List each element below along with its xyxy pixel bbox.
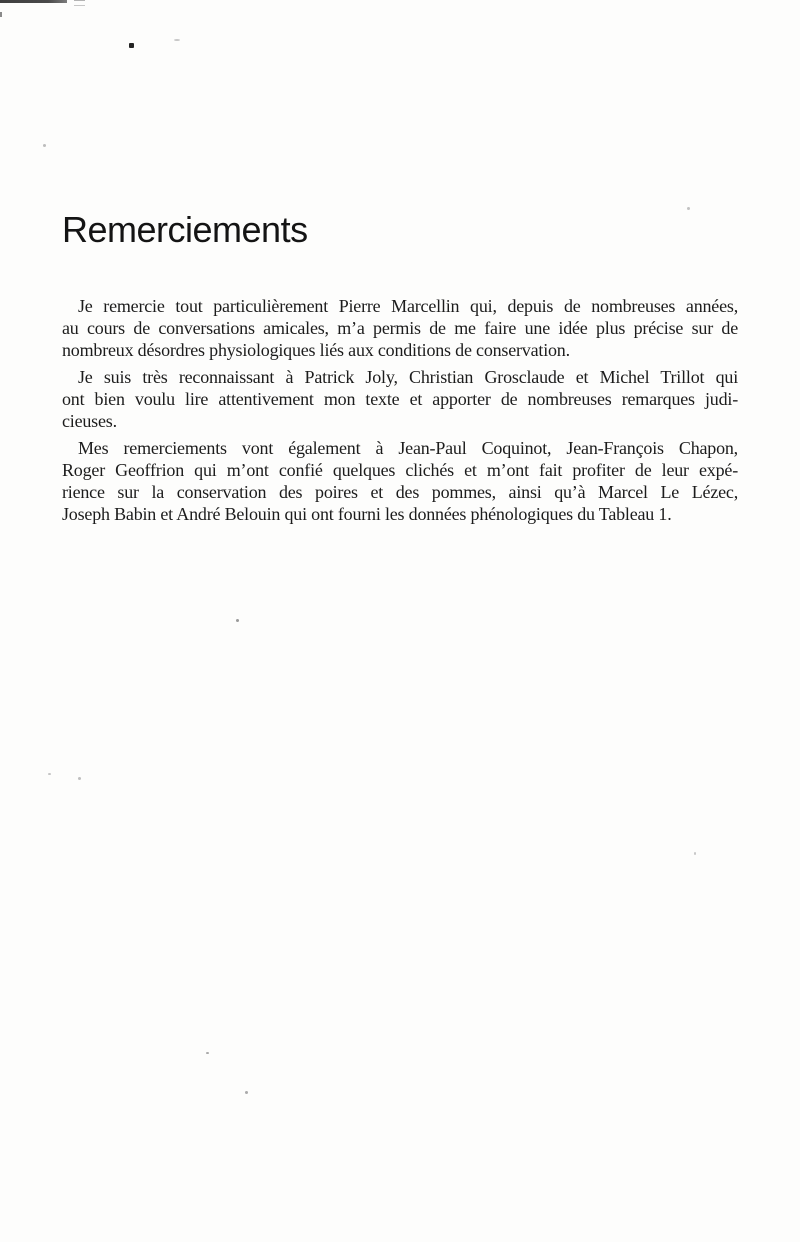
text-line: Roger Geoffrion qui m’ont confié quelques clichés et m’ont fait profiter de leur expé-: [62, 460, 738, 480]
text-line: cieuses.: [62, 411, 117, 431]
scan-speck: [174, 39, 180, 41]
scan-speck: [694, 852, 696, 855]
text-line: ont bien voulu lire attentivement mon texte et apporter de nombreuses remarques judi-: [62, 389, 738, 409]
scan-speck: [78, 777, 81, 780]
page-body: [62, 295, 738, 530]
text-line: Mes remerciements vont également à Jean-Paul Coquinot, Jean-François Chapon,: [78, 438, 738, 458]
text-line: Joseph Babin et André Belouin qui ont fourni les données phénologiques du Tableau 1.: [62, 504, 672, 524]
ink-dot: [129, 43, 134, 48]
scan-artifact-mark: [74, 0, 85, 6]
text-line: rience sur la conservation des poires et des pommes, ainsi qu’à Marcel Le Lézec,: [62, 482, 738, 502]
text-line: au cours de conversations amicales, m’a permis de me faire une idée plus précise sur de: [62, 318, 738, 338]
paragraph-1: [62, 295, 738, 361]
scan-speck: [43, 144, 46, 147]
text-line: Je remercie tout particulièrement Pierre Marcellin qui, depuis de nombreuses années,: [78, 296, 738, 316]
scan-speck: [687, 207, 690, 210]
text-line: Je suis très reconnaissant à Patrick Joly, Christian Grosclaude et Michel Trillot qui: [78, 367, 738, 387]
scan-speck: [236, 619, 239, 622]
paragraph-3: [62, 437, 738, 525]
scan-artifact-tick: [0, 12, 2, 17]
paragraph-2: [62, 366, 738, 432]
scan-speck: [245, 1091, 248, 1094]
scan-speck: [48, 773, 51, 775]
page-title: Remerciements: [62, 209, 308, 250]
scan-speck: [206, 1052, 209, 1054]
text-line: nombreux désordres physiologiques liés aux conditions de conservation.: [62, 340, 570, 360]
scan-artifact-bar: [0, 0, 67, 3]
